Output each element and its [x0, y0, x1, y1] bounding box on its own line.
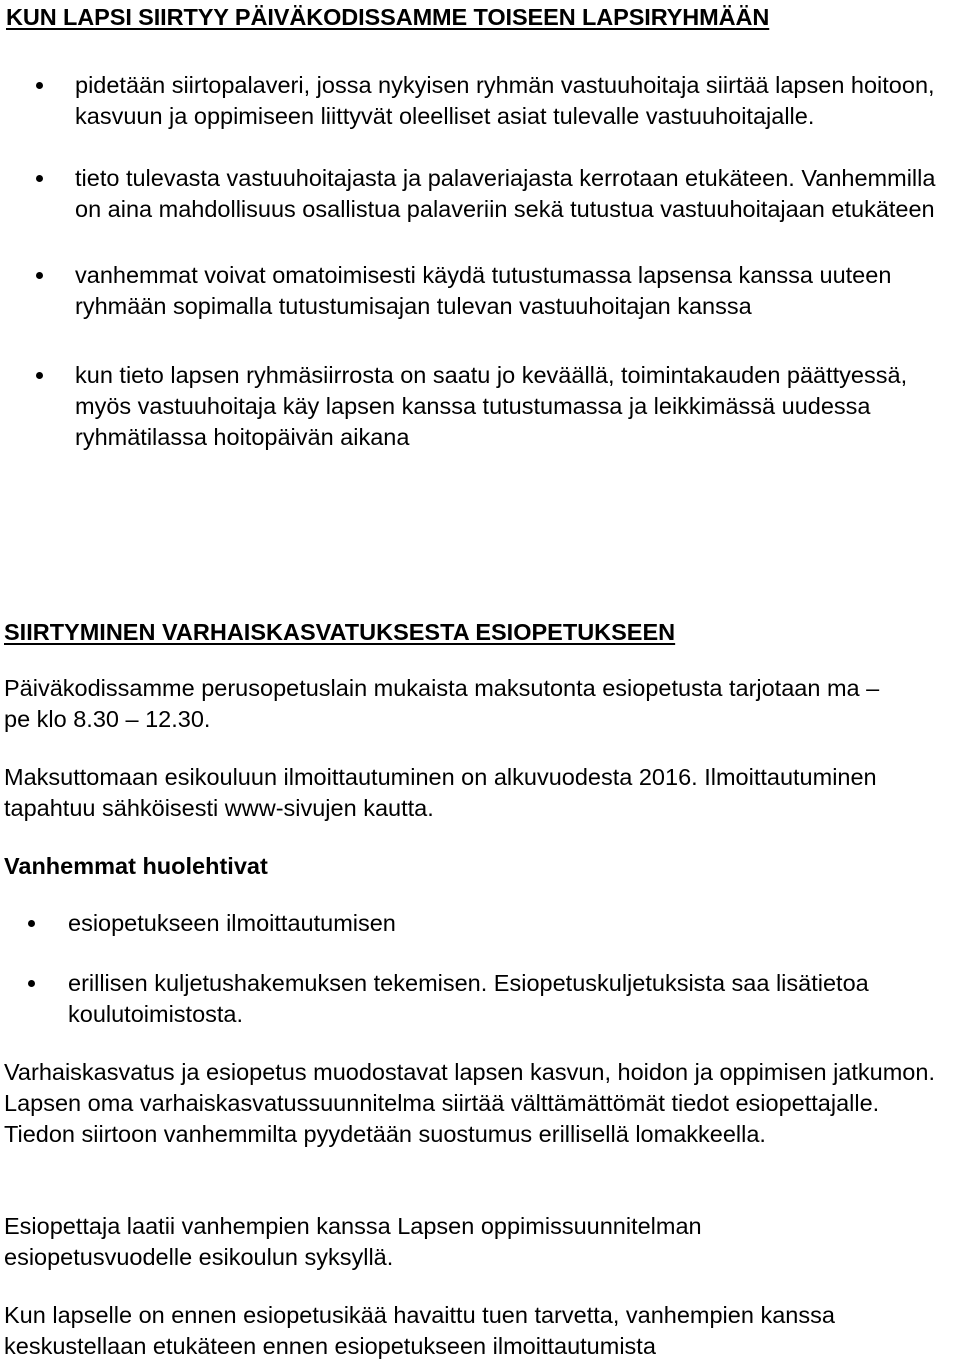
list-item-text: tieto tulevasta vastuuhoitajasta ja palaveriajasta kerrotaan etukäteen. Vanhemmilla on aina mahdollisuus osallistua palaveriin sekä tutustua vastuuhoitajaan etukäteen [75, 165, 936, 222]
list-item-text: erillisen kuljetushakemuksen tekemisen. Esiopetuskuljetuksista saa lisätietoa koulutoimistosta. [68, 970, 869, 1027]
list-item [75, 260, 960, 322]
group-transfer-list [75, 70, 960, 453]
enrollment-paragraph: Maksuttomaan esikouluun ilmoittautuminen on alkuvuodesta 2016. Ilmoittautuminen tapahtuu sähköisesti www-sivujen kautta. [4, 764, 877, 821]
bullet-icon [36, 82, 43, 89]
list-item [68, 908, 948, 939]
preschool-offer-paragraph: Päiväkodissamme perusopetuslain mukaista maksutonta esiopetusta tarjotaan ma – pe klo 8.30 – 12.30. [4, 675, 880, 732]
list-item-text: pidetään siirtopalaveri, jossa nykyisen ryhmän vastuuhoitaja siirtää lapsen hoitoon, kasvuun ja oppimiseen liittyvät oleelliset asiat tulevalle vastuuhoitajalle. [75, 72, 935, 129]
section-title-group-transfer: KUN LAPSI SIIRTYY PÄIVÄKODISSAMME TOISEEN LAPSIRYHMÄÄN [6, 4, 770, 30]
list-item [75, 360, 960, 453]
support-need-paragraph: Kun lapselle on ennen esiopetusikää havaittu tuen tarvetta, vanhempien kanssa keskustellaan etukäteen ennen esiopetukseen ilmoittautumista [4, 1302, 835, 1359]
list-item [75, 70, 960, 132]
bullet-icon [36, 175, 43, 182]
parents-responsibilities-list [68, 908, 948, 1030]
list-item-text: vanhemmat voivat omatoimisesti käydä tutustumassa lapsensa kanssa uuteen ryhmään sopimalla tutustumisajan tulevan vastuuhoitajan kanssa [75, 262, 892, 319]
learning-plan-paragraph: Esiopettaja laatii vanhempien kanssa Lapsen oppimissuunnitelman esiopetusvuodelle esikoulun syksyllä. [4, 1213, 702, 1270]
bullet-icon [36, 372, 43, 379]
bullet-icon [36, 272, 43, 279]
list-item-text: esiopetukseen ilmoittautumisen [68, 910, 396, 936]
bullet-icon [28, 920, 35, 927]
parents-responsibilities-heading: Vanhemmat huolehtivat [4, 853, 268, 879]
bullet-icon [28, 980, 35, 987]
section-title-preschool-transition: SIIRTYMINEN VARHAISKASVATUKSESTA ESIOPETUKSEEN [4, 619, 676, 645]
list-item [75, 163, 960, 225]
list-item-text: kun tieto lapsen ryhmäsiirrosta on saatu jo keväällä, toimintakauden päättyessä, myös vastuuhoitaja käy lapsen kanssa tutustumassa ja leikkimässä uudessa ryhmätilassa hoitopäivän aikana [75, 362, 908, 450]
list-item [68, 968, 948, 1030]
continuum-paragraph: Varhaiskasvatus ja esiopetus muodostavat lapsen kasvun, hoidon ja oppimisen jatkumon. Lapsen oma varhaiskasvatussuunnitelma siirtää välttämättömät tiedot esiopettajalle. Tiedon siirtoon vanhemmilta pyydetään suostumus erillisellä lomakkeella. [4, 1059, 935, 1147]
